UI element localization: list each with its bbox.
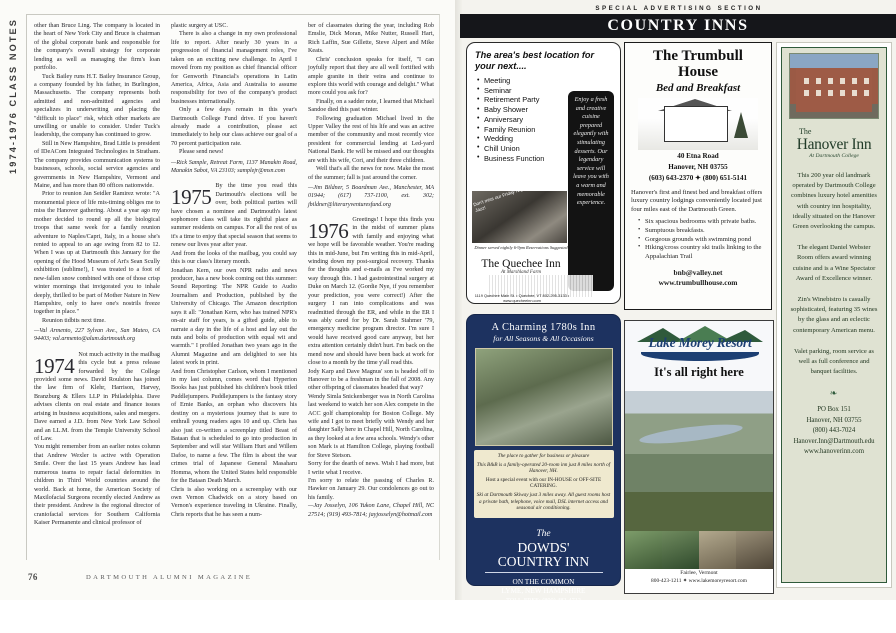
list-item: • Wedding [477, 134, 620, 144]
ad-quechee-inn[interactable] [466, 42, 621, 304]
hanover-the: The [799, 127, 812, 136]
list-item: • Six spacious bedrooms with private baths. [639, 218, 765, 227]
trumbull-house-illustration [638, 98, 758, 150]
ad-dowds-country-inn[interactable] [466, 314, 621, 632]
paragraph: Jonathan Kern, our own NPR radio and news producer, has a new book coming out this summer: Sound Reporting: The NPR Guide to Audio Journalism and Production, published by the University of Chicago. The Amazon description says it all: "Jonathan Kern, who has trained NPR's on-air staff for years, is a gifted guide, able to narrate a day in the life of a host and lay out the nuts and bolts of production with equal wit and warmth." I profiled Jonathan two years ago in the Alumni Magazine and am delighted to see his latest work in print. [171, 267, 297, 367]
country-inns-title: COUNTRY INNS [607, 17, 749, 34]
quechee-headline-block [467, 43, 620, 73]
list-item: • Seminar [477, 86, 620, 96]
dowds-headline-1: A Charming 1780s Inn [491, 322, 596, 333]
running-head-label: 1974-1976 CLASS NOTES [8, 18, 18, 174]
paragraph: I'm sorry to relate the passing of Charles R. Hawker on January 29. Our condolences go out to his family. [308, 477, 434, 501]
column-signature: —Jay Josselyn, 106 Yukon Lane, Chapel Hill, NC 27514; (919) 493-7814; jayjosselyn@hotmail.com [308, 503, 434, 518]
dowds-contact-block [467, 577, 620, 633]
year-heading: 1976 [308, 218, 349, 243]
window-shape [804, 78, 809, 84]
paragraph: Chris is also working on a screenplay with our own Vernon Chadwick on a story based on Vernon's experience traveling in Ukraine. Finally, Chris reports that he has seen a num- [171, 486, 297, 518]
trumbull-title-2: House [677, 63, 718, 80]
quechee-inn-subtitle: At Marshland Farm [501, 270, 541, 275]
ad-hanover-inn[interactable] [776, 42, 892, 588]
trumbull-title-1: The Trumbull [653, 48, 743, 64]
special-advertising-kicker: SPECIAL ADVERTISING SECTION [595, 5, 763, 12]
list-item: • Gorgeous grounds with swimming pond [639, 236, 765, 245]
trumbull-address-2: Hanover, NH 03755 [668, 163, 728, 172]
hanover-address-2: Hanover, NH 03755 [806, 416, 862, 424]
paragraph: Only a few days remain in this year's Dartmouth College Fund drive. If you haven't already made a contribution, please act immediately to help our class achieve our goal of a 70 percent participation rate. [171, 107, 297, 147]
magazine-title: DARTMOUTH ALUMNI MAGAZINE [86, 574, 253, 581]
paragraph: plastic surgery at USC. [171, 23, 228, 29]
trumbull-website[interactable]: www.trumbullhouse.com [658, 277, 738, 287]
paragraph: Wendy Simla Snickenberger was in North Carolina last weekend to watch her son Alex compete in the ACC golf championship for Boston College. My wife and I got to meet briefly with Wendy and her daughter Sally here in Chapel Hill, North Carolina, as they looked at a few area schools. Wendy's other son Mark is at Hamilton College, playing football for Steve Stetson. [308, 393, 434, 459]
quechee-inn-name: The Quechee Inn [481, 258, 561, 270]
lake-morey-location: Fairlee, Vermont [680, 570, 718, 576]
year-heading: 1975 [171, 185, 212, 210]
lake-swoosh-shape [641, 352, 759, 361]
paragraph: Not much activity in the mailbag this cycle but a press release forwarded by the College provided some news. David Roulston has joined the law firm of Klehr, Harrison, Harvey, Branzburg & Ellers LLP in Philadelphia. Dave advises clients on real estate and finance issues arising in business acquisitions, sales and mergers. Dave earned a J.D. from New York Law School and an LL.M. from the Temple University School of Law. [34, 351, 160, 442]
flourish-ornament-icon: ❧ [829, 388, 839, 399]
list-item: • Sumptuous breakfasts. [639, 227, 765, 236]
trumbull-email[interactable]: bnb@valley.net [673, 268, 723, 278]
window-shape [828, 90, 833, 96]
lake-morey-tagline: It's all right here [654, 365, 744, 379]
dowds-website[interactable]: www.dowdscountryinn.com [508, 624, 579, 632]
lake-morey-footer [625, 569, 773, 589]
dowds-location-2: LYME, NEW HAMPSHIRE [501, 586, 586, 596]
quechee-headline: The area's best location for your next.... [475, 50, 595, 71]
dowds-email[interactable]: innkeeper@dowdscountryinn.com [500, 615, 587, 623]
photo-trees [662, 531, 699, 569]
paragraph: There is also a change in my own professional life to report. After nearly 30 years in a progression of financial management roles, I've taken on an exciting new challenge. In April I moved from my position as chief financial officer for Genworth Financial's operations in Latin America, Africa, Asia and Australia to assume responsibility for two of the company's product businesses internationally. [171, 31, 297, 105]
list-item: • Hiking/cross country ski trails linking to the Appalachian Trail [639, 244, 765, 261]
list-item: • Meeting [477, 76, 620, 86]
hanover-address-1: PO Box 151 [817, 406, 851, 414]
paragraph: Still in New Hampshire, Brad Little is president of IDeACom Integrated Technologies in Stratham. The company provides communication systems to businesses, schools, social service agencies and governments in New Hampshire, Vermont and Maine, and has more than 80 offices nationwide. [34, 140, 160, 190]
lake-morey-photo-strip [625, 531, 773, 569]
paragraph: You might remember from an earlier notes column that Andrew Wexler is active with Operation Smile. Over the last 15 years Andrew has lead numerous teams to repair facial deformities in children in Third World countries around the world. Back at home, the American Society of Maxilofacial Surgeons recently elected Andrew as their president. Andrew is the regional director of craniofacial services for Southern California Kaiser Permanente and clinical professor of [34, 444, 160, 527]
column-1 [34, 22, 160, 542]
lake-morey-aerial-photo [625, 391, 773, 531]
dowds-word-2: COUNTRY INN [497, 553, 590, 569]
ad-column-right [776, 42, 892, 588]
quechee-cuisine-text: Enjoy a fresh and creative cuisine prepared elegantly with stimulating desserts. Our legendary service will leave you with a warm and memorable experience. [573, 96, 609, 207]
list-item: • Anniversary [477, 115, 620, 125]
lake-morey-header [625, 321, 773, 391]
paragraph: By the time you read this Dartmouth's elections will be over, both political parties will have chosen a nominee and Dartmouth's latest sophomore class will take its rightful place as summer residents on campus. For all the rest of us it's a time to enjoy that special season that seems to renew our lives year after year. [171, 183, 297, 249]
paragraph: Sorry for the dearth of news. Wish I had more, but I write what I receive. [308, 461, 434, 476]
photo-interior [699, 531, 736, 569]
dowds-word-1: DOWDS' [517, 539, 570, 555]
lake-shape [639, 421, 744, 448]
hanover-inn-photo [789, 53, 879, 119]
hanover-phone[interactable]: (800) 443-7024 [812, 427, 856, 435]
window-shape [840, 90, 845, 96]
dowds-name-block [467, 523, 620, 569]
photo-lodge [736, 531, 773, 569]
list-item: • Business Function [477, 154, 620, 164]
quechee-jazz-burst: Don't miss our Friday Night Jazz! [472, 185, 527, 214]
year-section-1975 [171, 182, 297, 519]
dowds-phone[interactable]: (603) 795-4712 [524, 605, 563, 613]
ad-column-left [466, 42, 619, 632]
house-shape [664, 106, 728, 142]
hanover-inn-title-block [789, 128, 879, 159]
list-item: • Family Reunion [477, 125, 620, 135]
dowds-the: The [536, 528, 551, 539]
window-shape [804, 90, 809, 96]
year-section-1976 [308, 216, 434, 519]
hanover-inn-name: Hanover Inn [796, 136, 872, 153]
paragraph: Prior to reunion Jan Seidler Ramirez wrote: "A monumental piece of life mis-timing obliges me to miss the Hanover gathering. About a year ago my mother decided to round up all the biological troops that same week for a family reunion adventure to Naples/Capri, Italy, in a house she's rented to appeal to an age swing from 82 to 12. When I was up at Dartmouth this January for the opening of the Hood Museum of Art's Sean Scully exhibition (sublime!), I was treated to a foot of new-fallen snow combined with one of those crisp winter mornings that invigorated you to inhale deeply, thrilled to be part of Mother Nature in New Hampshire, only to have one's nostrils freeze together in place." [34, 191, 160, 316]
paragraph: Reunion tidbits next time. [42, 317, 106, 324]
dowds-blurb-2: This B&B is a family-operated 20-room inn just 8 miles north of Hanover, NH. [476, 461, 611, 475]
trumbull-feature-list [639, 218, 765, 261]
hanover-description-block [789, 171, 879, 377]
window-shape [828, 78, 833, 84]
hanover-inn-frame [781, 47, 887, 583]
column-2 [171, 22, 297, 542]
dowds-location-1: ON THE COMMON [512, 576, 575, 586]
column-signature: —Val Armento, 227 Sylvan Ave., San Mateo, CA 94403; val.armento@alum.dartmouth.org [34, 328, 160, 343]
divider [485, 572, 603, 573]
window-shape [864, 90, 869, 96]
class-notes-running-head [2, 18, 24, 208]
trumbull-subtitle: Bed and Breakfast [655, 82, 741, 94]
page-footer [28, 572, 448, 586]
paragraph: Tuck Bailey runs H.T. Bailey Insurance Group, a company founded by his father, in Burlington, Massachusetts. The company represents both admitted and non-admitted agencies and specializes in underwriting and placing the "difficult to place" risk, which other markets are unwilling or unable to consider. Under Tuck's leadership, the company has continued to grow. [34, 73, 160, 139]
editorial-columns [34, 22, 434, 542]
window-shape [840, 78, 845, 84]
lake-morey-logo-text: Lake Morey Resort [648, 335, 752, 350]
dowds-details-panel [474, 450, 614, 518]
paragraph: Jody Karp and Dave Magnus' son is headed off to Hanover to be a freshman in the fall of 2008. Any other offspring of classmates headed that way? [308, 368, 434, 392]
column-signature: —Rick Sample, Retreat Farm, 1137 Manakin Road, Manakin Sabot, VA 23103; samplejr@msn.com [171, 159, 297, 175]
trumbull-description: Hanover's first and finest bed and breakfast offers luxury country lodgings conveniently located just four miles east of the Dartmouth Green. [631, 188, 763, 213]
paragraph: The elegant Daniel Webster Room offers award winning cuisine and is a Wine Spectator Award of Excellence winner. [792, 244, 876, 282]
lake-morey-contact[interactable]: 800-423-1211 ✦ www.lakemoreyresort.com [651, 578, 747, 584]
paragraph: other than Bruce Ling. The company is located in the heart of New York City and Bruce is chairman of the global corporate bank and responsible for the company's overall strategy for corporate lending as well as managing the firm's loan portfolio. [34, 23, 160, 72]
paragraph: Well that's all the news for now. Make the most of the summer; fall is just around the corner. [308, 166, 434, 181]
hanover-at-dartmouth: At Dartmouth College [809, 153, 859, 159]
paragraph: Chris' conclusion speaks for itself, "I can joyfully report that they are all well fortified with ample granite in their veins and continue to explore this world with courage and delight." What more could you ask for? [308, 56, 434, 97]
hanover-contact-block [789, 405, 879, 457]
paragraph: And from Christopher Carlson, whom I mentioned in my last column, comes word that Hyperion Books has just published his children's book titled Puddlejumpers. Puddlejumpers is the fantasy story of Ernie Banks, an orphan who discovers his destiny on a mysterious journey that is sure to enthrall young readers ages 10 and up. Chris has also just co-written a screenplay titled Beast of Bataan that is scheduled to go into production in September and will star William Hurt and Willem Dafoe, to name a few. The film is about the war crimes trial of Japanese General Masaharu Homma, whom the United States held responsible for the Bataan Death March. [171, 368, 297, 485]
tree-icon [734, 112, 748, 138]
column-signature: —Jim Bildner, 5 Boardman Ave., Manchester, MA 01944; (617) 737-1100, ext. 302; jbildner@literaryventuresfund.org [308, 185, 434, 208]
paragraph: Greetings! I hope this finds you in the midst of summer plans with family and enjoying what we hope will be favorable weather. You're reading this in mid-June, but I'm writing this in mid-April, winding down my post-surgical recovery. Thanks for the thoughts and e-mails as I've worked my way through this. I had gastrointestinal surgery at Duke on March 12. (Gordie Nye, if you remember your prediction, you were correct!) After the surgery I ran into complications and was readmitted through the ER, and while in the ER I was ably cared for by Dr. Sarah Stahmer '79, emergency medicine program director. I'm sure I would have received good care anyway, but her extra attention certainly didn't hurt. I'm back on the mend now and should have been back at work for close to a month by the time y'all read this. [308, 216, 434, 367]
hanover-email[interactable]: Hanover.Inn@Dartmouth.edu [793, 437, 875, 445]
paragraph: Valet parking, room service as well as full conference and banquet facilities. [793, 347, 874, 376]
paragraph: Zin's Winebistro is casually sophisticated, featuring 35 wines by the glass and an eclectic contemporary American menu. [790, 296, 878, 334]
dowds-blurb-1: The place to gather for business or pleasure [497, 453, 590, 459]
ad-column-middle [624, 42, 772, 594]
country-inns-banner [460, 14, 896, 38]
year-heading: 1974 [34, 353, 75, 378]
page-number: 76 [28, 572, 38, 582]
hanover-website[interactable]: www.hanoverinn.com [804, 448, 864, 456]
year-section-1974 [34, 351, 160, 528]
paragraph: This 200 year old landmark operated by Dartmouth College combines luxury hotel amenities with country inn hospitality, ideally situated on the Hanover Green overlooking the campus. [791, 172, 877, 231]
paragraph: And from the looks of the mailbag, you could say this is our class's literary month. [171, 250, 297, 266]
dowds-blurb-4: Ski at Dartmouth Skiway just 3 miles away. All guest rooms host a private bath, telephone, voice mail, DSL internet access and seasonal air conditioning. [476, 491, 611, 512]
photo-golf [625, 531, 662, 569]
paragraph: Finally, on a sadder note, I learned that Michael Sandoe died this past winter. [308, 98, 434, 114]
window-shape [816, 90, 821, 96]
window-shape [864, 78, 869, 84]
list-item: • Chill Union [477, 144, 620, 154]
column-3 [308, 22, 434, 542]
dowds-inn-photo [475, 348, 613, 446]
dowds-headline-2: for All Seasons & All Occasions [493, 334, 594, 343]
dowds-tollfree[interactable]: TOLL-FREE: (800) 482-4712 [506, 596, 581, 604]
quechee-dinner-caption: Dinner served nightly 6-9pm Reservations Suggested [474, 245, 568, 250]
window-shape [816, 78, 821, 84]
list-item: • Baby Shower [477, 105, 620, 115]
paragraph: ber of classmates during the year, including Rob Emslie, Dick Moran, Mike Nutter, Russell Hart, Rich Laffin, Sue Gillette, Steve Alpert and Mike Keats. [308, 23, 434, 55]
trumbull-address-1: 40 Etna Road [677, 152, 719, 160]
paragraph: Following graduation Michael lived in the Upper Valley the rest of his life and was an active member of the community and most recently vice president for commercial lending at Led-yard National Bank. He will be missed and our thoughts are with his wife, Cori, and their three children. [308, 115, 434, 164]
paragraph: Please send news! [179, 149, 224, 156]
trumbull-phones[interactable]: (603) 643-2370 ✦ (800) 651-5141 [648, 174, 748, 183]
dowds-blurb-3: Host a special event with our IN-HOUSE or OFF-SITE CATERING. [485, 476, 602, 490]
quechee-cuisine-panel [568, 91, 614, 291]
ad-trumbull-house[interactable] [624, 42, 772, 310]
list-item: • Retirement Party [477, 95, 620, 105]
window-shape [852, 78, 857, 84]
quechee-address[interactable]: 1119 Quechee Main St. • Quechee, VT 802-295-3133 • www.quecheeinn.com [474, 293, 570, 303]
editorial-page [0, 0, 462, 600]
window-shape [852, 90, 857, 96]
ad-lake-morey-resort[interactable] [624, 320, 774, 594]
